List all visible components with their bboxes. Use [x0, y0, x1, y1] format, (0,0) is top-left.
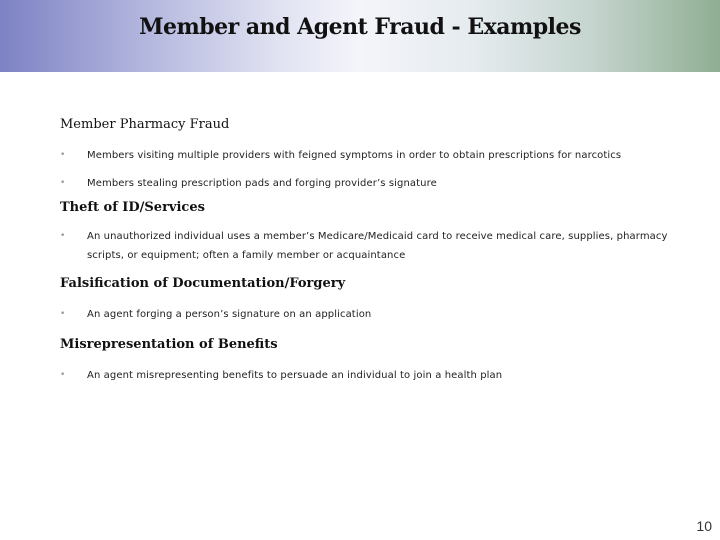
section-member-pharmacy-fraud [60, 116, 670, 193]
bullet-dot-icon: • [60, 370, 66, 380]
slide-title: Member and Agent Fraud - Examples [139, 14, 581, 40]
list-item [60, 146, 670, 165]
bullet-text: An agent forging a person’s signature on an application [87, 309, 372, 320]
bullet-dot-icon: • [60, 231, 66, 241]
bullet-text: An unauthorized individual uses a member’s Medicare/Medicaid card to receive medical care, supplies, pharmacy scripts, or equipment; often a family member or acquaintance [87, 231, 668, 261]
slide-content [60, 116, 670, 385]
section-heading: Member Pharmacy Fraud [60, 117, 230, 132]
section-heading: Theft of ID/Services [60, 200, 205, 215]
section-heading: Misrepresentation of Benefits [60, 337, 278, 352]
bullet-dot-icon: • [60, 309, 66, 319]
bullet-dot-icon: • [60, 150, 66, 160]
list-item [60, 305, 670, 324]
bullet-text: Members stealing prescription pads and forging provider’s signature [87, 178, 437, 189]
bullet-list [60, 366, 670, 385]
page-number: 10 [696, 518, 712, 534]
bullet-dot-icon: • [60, 178, 66, 188]
bullet-list [60, 146, 670, 193]
list-item [60, 174, 670, 193]
bullet-text: Members visiting multiple providers with feigned symptoms in order to obtain prescriptions for narcotics [87, 150, 622, 161]
section-heading: Falsification of Documentation/Forgery [60, 276, 346, 291]
bullet-list [60, 227, 670, 265]
list-item [60, 366, 670, 385]
list-item [60, 227, 670, 265]
section-misrepresentation-of-benefits [60, 336, 670, 385]
section-falsification-of-documentation [60, 275, 670, 324]
bullet-text: An agent misrepresenting benefits to persuade an individual to join a health plan [87, 370, 503, 381]
section-theft-of-id-services [60, 199, 670, 265]
bullet-list [60, 305, 670, 324]
